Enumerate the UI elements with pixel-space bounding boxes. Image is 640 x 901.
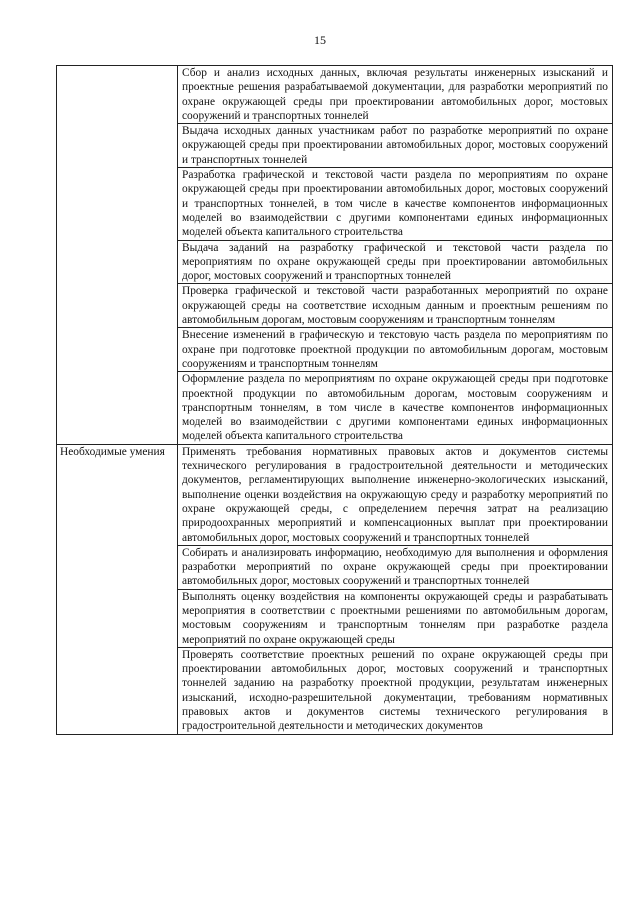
skill-cell: Проверять соответствие проектных решений по охране окружающей среды при проектировании автомобильных дорог, мостовых сооружений и транспортных тоннелей заданию на разработку проектной продукции, результатам инженерных изысканий, исходно-разрешительной документации, требованиям нормативных правовых актов и документов системы технического регулирования в градостроительной деятельности и методических документов	[178, 647, 613, 734]
skill-cell: Выполнять оценку воздействия на компоненты окружающей среды и разрабатывать мероприятия в соответствии с проектными решениями по автомобильным дорогам, мостовым сооружениям и транспортным тоннелям при разработке раздела мероприятий по охране окружающей среды	[178, 589, 613, 647]
table-row	[57, 66, 613, 124]
page-number: 15	[314, 33, 326, 47]
skills-label-cell: Необходимые умения	[57, 444, 178, 734]
labor-action-cell: Проверка графической и текстовой части разработанных мероприятий по охране окружающей среды на соответствие исходным данным и проектным решениям по автомобильным дорогам, мостовым сооружениям и транспортным тоннелям	[178, 284, 613, 328]
labor-action-cell: Оформление раздела по мероприятиям по охране окружающей среды при подготовке проектной продукции по автомобильным дорогам, мостовым сооружениям и транспортным тоннелям, в том числе в качестве компонентов информационных моделей во взаимодействии с другими компонентами единых информационных моделей объекта капитального строительства	[178, 372, 613, 444]
table-row	[57, 444, 613, 545]
skill-cell: Применять требования нормативных правовых актов и документов системы технического регулирования в градостроительной деятельности и методических документов, регламентирующих выполнение инженерно-экологических изысканий, выполнение оценки воздействия на окружающую среду и разработку мероприятий по охране окружающей среды, с определением перечня затрат на реализацию природоохранных мероприятий и компенсационных выплат при проектировании автомобильных дорог, мостовых сооружений и транспортных тоннелей	[178, 444, 613, 545]
labor-action-cell: Выдача исходных данных участникам работ по разработке мероприятий по охране окружающей среды при проектировании автомобильных дорог, мостовых сооружений и транспортных тоннелей	[178, 124, 613, 168]
competency-table	[56, 65, 613, 735]
labor-action-cell: Внесение изменений в графическую и текстовую часть раздела по мероприятиям по охране при подготовке проектной продукции по автомобильным дорогам, мостовым сооружениям и транспортным тоннелям	[178, 328, 613, 372]
labor-action-cell: Сбор и анализ исходных данных, включая результаты инженерных изысканий и проектные решения разрабатываемой документации, для разработки мероприятий по охране окружающей среды при проектировании автомобильных дорог, мостовых сооружений и транспортных тоннелей	[178, 66, 613, 124]
labor-action-cell: Разработка графической и текстовой части раздела по мероприятиям по охране окружающей среды при проектировании автомобильных дорог, мостовых сооружений и транспортных тоннелей, в том числе в качестве компонентов информационных моделей во взаимодействии с другими компонентами единых информационных моделей объекта капитального строительства	[178, 168, 613, 240]
labor-actions-label-cell	[57, 66, 178, 445]
labor-action-cell: Выдача заданий на разработку графической и текстовой части раздела по мероприятиям по охране окружающей среды при проектировании автомобильных дорог, мостовых сооружений и транспортных тоннелей	[178, 240, 613, 284]
skill-cell: Собирать и анализировать информацию, необходимую для выполнения и оформления разработки мероприятий по охране окружающей среды при проектировании автомобильных дорог, мостовых сооружений и транспортных тоннелей	[178, 545, 613, 589]
